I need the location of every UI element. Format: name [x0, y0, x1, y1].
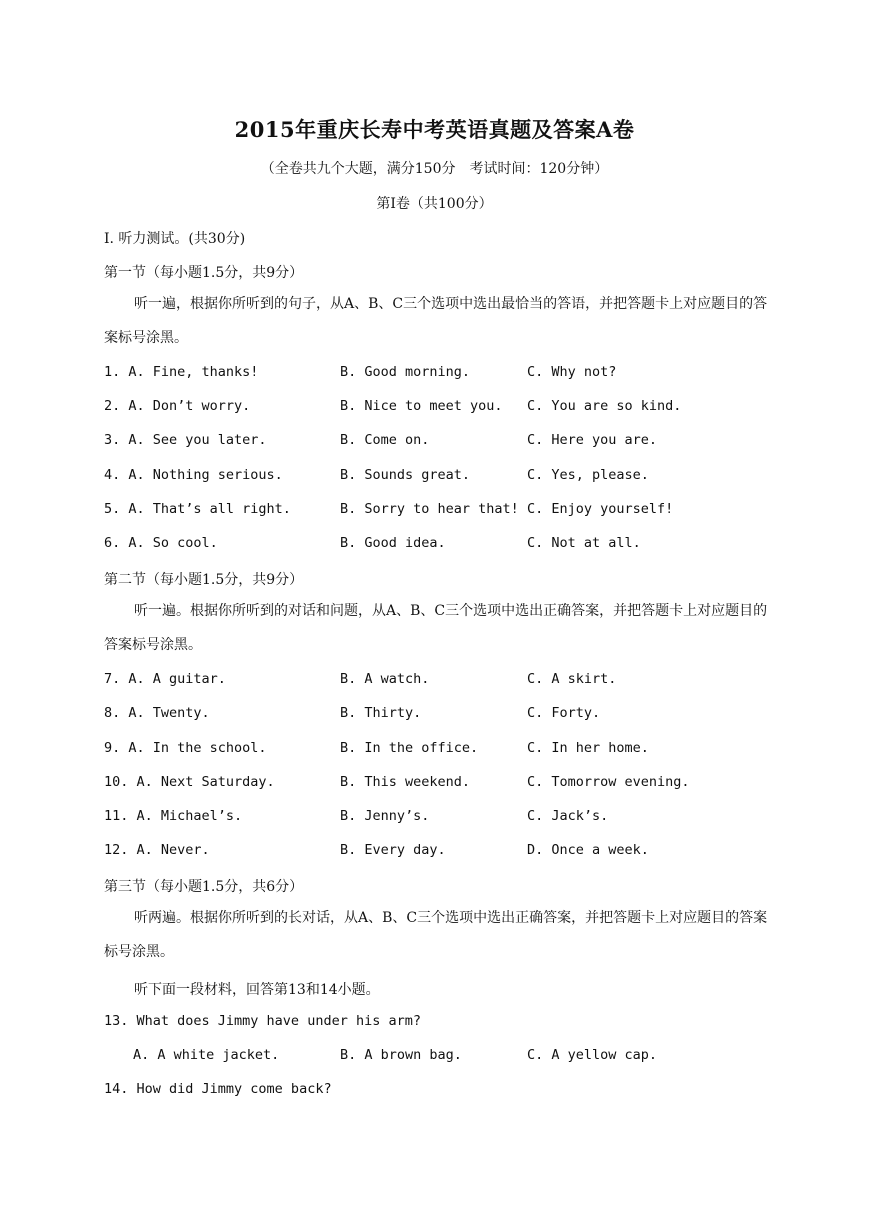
- option-a: 12. A. Never.: [104, 842, 210, 858]
- page-title: 2015年重庆长寿中考英语真题及答案A卷: [234, 117, 635, 142]
- question-row: [104, 705, 804, 725]
- question-stem: 14. How did Jimmy come back?: [104, 1081, 332, 1097]
- material-note: 听下面一段材料，回答第13和14小题。: [134, 982, 380, 998]
- option-a: 3. A. See you later.: [104, 432, 267, 448]
- question-row: [104, 501, 804, 521]
- option-b: B. Jenny’s.: [340, 808, 430, 824]
- option-b: B. Sorry to hear that!: [340, 501, 519, 517]
- option-b: B. In the office.: [340, 740, 479, 756]
- option-a: 6. A. So cool.: [104, 535, 218, 551]
- option-b: B. A watch.: [340, 671, 430, 687]
- option-c: C. A skirt.: [527, 671, 617, 687]
- question-row: [104, 774, 804, 794]
- question-row: [104, 740, 804, 760]
- question-row: [104, 1047, 804, 1067]
- option-c: C. You are so kind.: [527, 398, 682, 414]
- part1-heading: 第一节（每小题1.5分，共9分）: [104, 265, 304, 281]
- option-c: C. Enjoy yourself!: [527, 501, 674, 517]
- part2-heading: 第二节（每小题1.5分，共9分）: [104, 572, 304, 588]
- option-a: A. A white jacket.: [133, 1047, 280, 1063]
- option-b: B. Every day.: [340, 842, 446, 858]
- option-b: B. A brown bag.: [340, 1047, 462, 1063]
- option-c: C. A yellow cap.: [527, 1047, 658, 1063]
- option-c: C. Jack’s.: [527, 808, 609, 824]
- part-label: 第Ⅰ卷（共100分）: [376, 196, 493, 212]
- option-a: 1. A. Fine, thanks!: [104, 364, 259, 380]
- option-a: 2. A. Don’t worry.: [104, 398, 251, 414]
- question-row: [104, 432, 804, 452]
- part2-instruction: 听一遍。根据你所听到的对话和问题，从A、B、C三个选项中选出正确答案，并把答题卡上对应题目的答案标号涂黑。: [104, 603, 768, 653]
- question-row: [104, 808, 804, 828]
- option-b: B. This weekend.: [340, 774, 471, 790]
- option-a: 5. A. That’s all right.: [104, 501, 291, 517]
- option-a: 8. A. Twenty.: [104, 705, 210, 721]
- option-b: B. Good morning.: [340, 364, 471, 380]
- question-row: [104, 364, 804, 384]
- exam-subtitle: （全卷共九个大题，满分150分 考试时间：120分钟）: [260, 161, 609, 177]
- option-b: B. Good idea.: [340, 535, 446, 551]
- option-b: B. Sounds great.: [340, 467, 471, 483]
- option-c: C. In her home.: [527, 740, 649, 756]
- question-row: [104, 671, 804, 691]
- option-b: B. Come on.: [340, 432, 430, 448]
- question-row: [104, 842, 804, 862]
- part3-instruction: 听两遍。根据你所听到的长对话，从A、B、C三个选项中选出正确答案，并把答题卡上对应题目的答案标号涂黑。: [104, 910, 768, 960]
- option-c: C. Tomorrow evening.: [527, 774, 690, 790]
- part3-heading: 第三节（每小题1.5分，共6分）: [104, 879, 304, 895]
- question-row: [104, 398, 804, 418]
- option-c: C. Why not?: [527, 364, 617, 380]
- option-c: C. Forty.: [527, 705, 601, 721]
- section-heading: I. 听力测试。(共30分): [104, 231, 246, 247]
- option-a: 7. A. A guitar.: [104, 671, 226, 687]
- option-a: 9. A. In the school.: [104, 740, 267, 756]
- option-b: B. Thirty.: [340, 705, 422, 721]
- option-a: 10. A. Next Saturday.: [104, 774, 275, 790]
- option-a: 11. A. Michael’s.: [104, 808, 243, 824]
- option-c: C. Yes, please.: [527, 467, 649, 483]
- question-row: [104, 535, 804, 555]
- option-c: C. Not at all.: [527, 535, 641, 551]
- option-b: B. Nice to meet you.: [340, 398, 503, 414]
- option-c: C. Here you are.: [527, 432, 658, 448]
- option-a: 4. A. Nothing serious.: [104, 467, 283, 483]
- part1-instruction: 听一遍，根据你所听到的句子，从A、B、C三个选项中选出最恰当的答语，并把答题卡上对应题目的答案标号涂黑。: [104, 296, 768, 346]
- option-c: D. Once a week.: [527, 842, 649, 858]
- question-stem: 13. What does Jimmy have under his arm?: [104, 1013, 421, 1029]
- question-row: [104, 467, 804, 487]
